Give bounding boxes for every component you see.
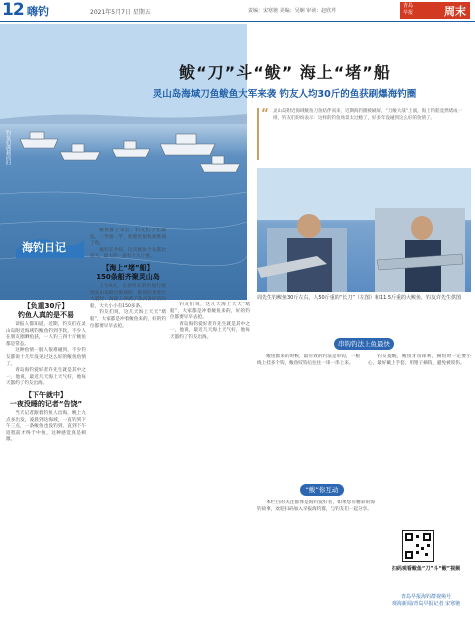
quote-mark-icon: “ (261, 106, 269, 120)
qr-caption: 扫码观看鲅鱼“刀”斗“鲅”视频 (391, 566, 461, 572)
newspaper-badge (400, 2, 470, 19)
article-column-1 (6, 302, 86, 615)
col1-para-1: 读报人都知道，近期，钓友们在灵山岛附近海域钓鲅鱼钓到手软，不少人在朋友圈晒鱼获，一人钓三四十斤鲅鱼都是常态。 (6, 322, 86, 347)
qr-pattern-icon (403, 531, 433, 561)
intro-summary (257, 108, 471, 160)
article-column-3 (170, 302, 250, 615)
intro-text: 灵山岛附近海域鲅鱼刀鱼结伴而来，近期海钓圈被刷屏，“刀鲅大战”上演，海上钓船竟然堵成一排，钓友们纷纷表示：这样的钓鱼场景太过瘾了，好多年没碰到这么好的鱼情了。 (273, 109, 463, 121)
section-pill-string-hook: 串钩钓法上鱼最快 (334, 338, 394, 350)
photo-caption-vertical: 钓友们满载而归 (5, 130, 11, 165)
subhead-boat-jam: 【海上“堵”船】 150条船齐聚灵山岛 (96, 263, 160, 281)
section-name: 嗨钓 (27, 5, 49, 18)
sec1-para-2: 钓友提醒，鲅鱼牙齿锋利，摘鱼时一定要小心，最好戴上手套，用钳子摘钩，避免被咬伤。 (368, 354, 471, 366)
badge-weekend: 周末 (444, 5, 466, 18)
section-pill-interaction: “鲅”你互动 (300, 484, 344, 496)
angler-photo-caption: 周先生钓鲅鱼30斤左右，人50斤重的“长刀”（左图）和11.5斤重的大鲅鱼，钓友许先生供图 (257, 295, 462, 301)
col2-para-2: 据钓友介绍，这次鲅鱼个头都比较大，最大的一条有十几斤重。 (90, 247, 166, 260)
interaction-section (257, 500, 375, 610)
col3-para-1: 钓友们说，这几天海上天天“堵船”，大家都是冲着鲅鱼来的，好的钓位都要早早去抢。 (170, 302, 250, 321)
issue-date: 2021年5月7日 星期五 (90, 9, 151, 16)
col2-para-4: 钓友们说，这几天海上天天“堵船”，大家都是冲着鲅鱼来的，好的钓位都要早早去抢。 (90, 310, 166, 329)
angler-illustration (257, 168, 471, 292)
headline: 鲅“刀”斗“鲅” 海上“堵”船 (179, 63, 391, 82)
page-number: 12 (2, 0, 24, 20)
logo-text: 海钓日记 (22, 241, 66, 254)
page-header (0, 0, 475, 22)
subhead-afternoon: 【下午就中】 一夜没睡的记者“告饶” (9, 390, 83, 408)
subheadline: 灵山岛海域刀鱼鲅鱼大军来袭 钓友人均30斤的鱼获刷爆海钓圈 (152, 89, 417, 100)
qr-code[interactable] (402, 530, 434, 562)
col1-para-4: 当天记者跟着钓鱼人出海，晚上九点多出发，凌晨到达海域，一直钓到下午三点，一条鲅鱼也没钓到，直到下午返程前才终于中鱼，这种感觉真是刺激。 (6, 410, 86, 443)
angler-photo (257, 168, 471, 292)
badge-brand: 青岛 早报 (403, 3, 414, 16)
subhead-burden: 【负重30斤】 钓鱼人真的是不易 (18, 302, 74, 319)
col1-para-2: 这种鱼情一般人很难碰到，不少钓友都说十几年没见过这么好的鲅鱼鱼情了。 (6, 348, 86, 367)
sec1-para-1: 鲅鱼群来的时候，最有效的钓法是串钩，一根线上挂多个钩，鲅鱼咬钩后往往一串一串上来。 (257, 354, 360, 366)
sec2-para-1: 本栏目的关注群体是海钓爱好者，如果您有精彩的海钓故事，欢迎扫码加入早报海钓群，与钓友们一起分享。 (257, 500, 375, 512)
editor-credits: 责编：宋寒驰 美编：吴娴 审读：赵欣芹 (248, 8, 337, 14)
col3-para-2: 青岛海钓爱好者许先生就是其中之一，他说，最近几天海上天气好，他每天都约了钓友出海。 (170, 321, 250, 340)
qr-footer: 青岛早报海钓群视频号 观海新闻/青岛早报记者 宋寒驰 (391, 594, 461, 607)
col2-para-3: 上午9点，记者所在的钓船行驶到灵山岛附近海域时，眼前的景象让人震惊：海面上停满了各式各样的钓船，大大小小有150多条。 (90, 283, 166, 309)
article-column-2 (90, 228, 166, 615)
col2-para-1: 鲅鱼群上来后，钓友们手忙脚乱，一竿接一竿，船舱里很快就堆满了鱼。 (90, 228, 166, 247)
column-logo (14, 232, 86, 262)
col1-para-3: 青岛海钓爱好者许先生就是其中之一，他说，最近几天海上天气好，他每天都约了钓友出海。 (6, 368, 86, 387)
string-hook-section (257, 354, 471, 474)
